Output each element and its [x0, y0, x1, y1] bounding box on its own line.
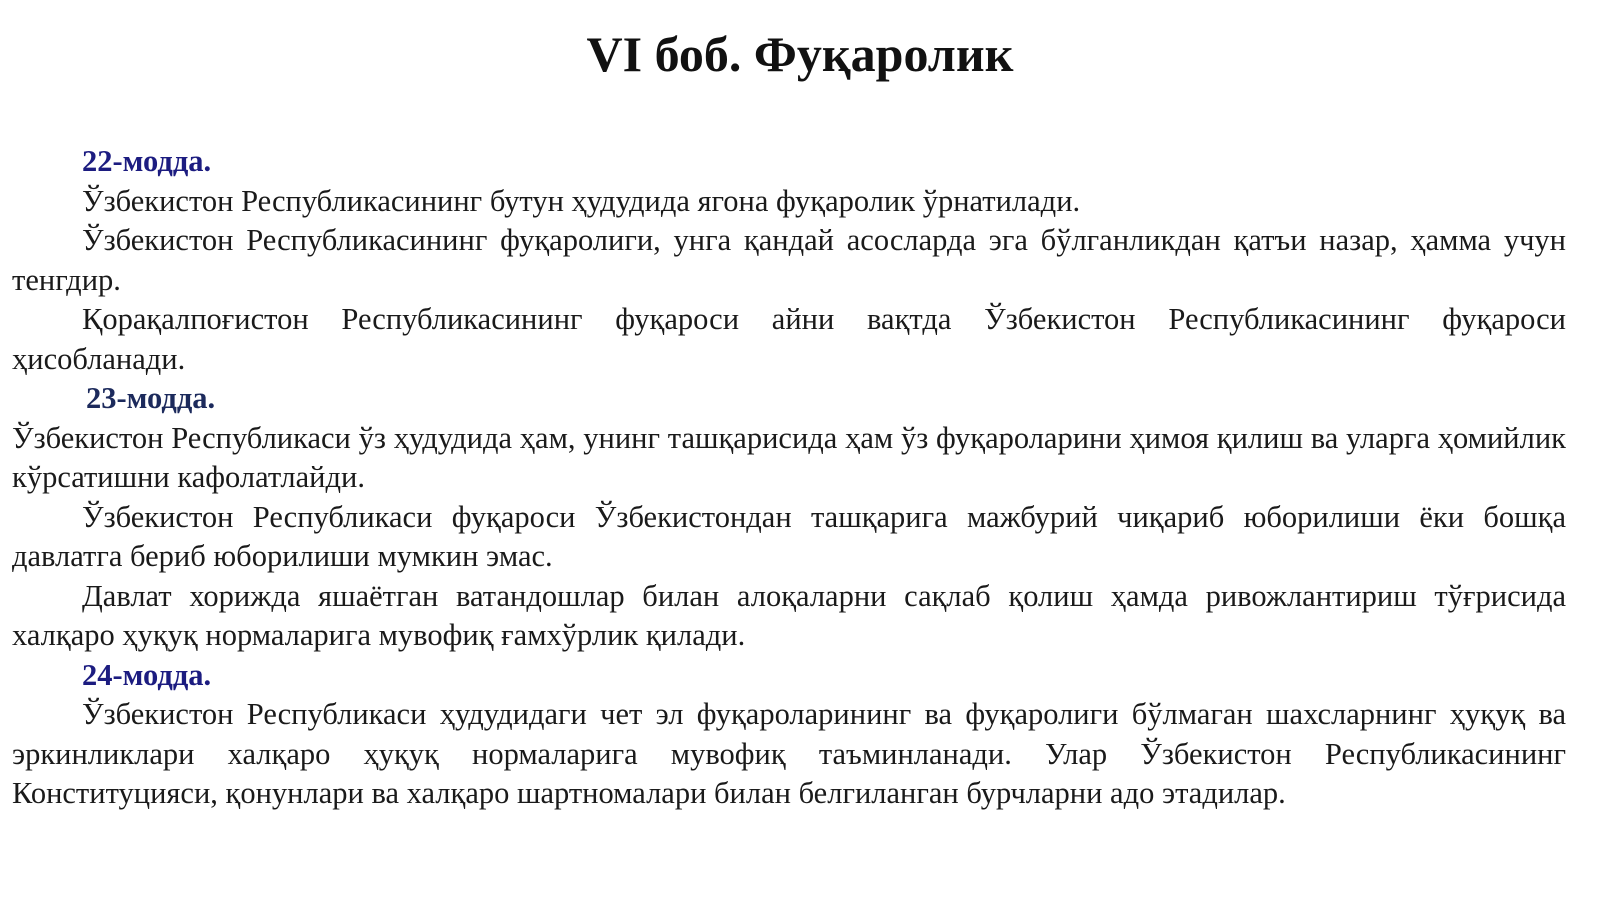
page-title: VI боб. Фуқаролик: [586, 26, 1014, 82]
article-paragraph: Ўзбекистон Республикасининг бутун ҳудудида ягона фуқаролик ўрнатилади.: [82, 183, 1081, 218]
article-paragraph: Давлат хорижда яшаётган ватандошлар билан алоқаларни сақлаб қолиш ҳамда ривожлантириш тўғрисида халқаро ҳуқуқ нормаларига мувофиқ ғамхўрлик қилади.: [12, 578, 1566, 652]
article-heading: 23-модда.: [86, 381, 216, 415]
article-heading: 22-модда.: [82, 144, 212, 178]
article-heading: 24-модда.: [82, 657, 212, 692]
document-body: [12, 142, 1566, 814]
article-paragraph: Ўзбекистон Республикаси ҳудудидаги чет эл фуқароларининг ва фуқаролиги бўлмаган шахсларнинг ҳуқуқ ва эркинликлари халқаро ҳуқуқ нормаларига мувофиқ таъминланади. Улар Ўзбекистон Республикасининг Конституцияси, қонунлари ва халқаро шартномалари билан белгиланган бурчларни адо этадилар.: [12, 697, 1566, 810]
article-paragraph: Ўзбекистон Республикасининг фуқаролиги, унга қандай асосларда эга бўлганликдан қатъи назар, ҳамма учун тенгдир.: [12, 223, 1566, 297]
article-23: [12, 379, 1566, 656]
article-paragraph: Ўзбекистон Республикаси ўз ҳудудида ҳам, унинг ташқарисида ҳам ўз фуқароларини ҳимоя қилиш ва уларга ҳомийлик кўрсатишни кафолатлайди.: [12, 420, 1566, 494]
article-paragraph: Ўзбекистон Республикаси фуқароси Ўзбекистондан ташқарига мажбурий чиқариб юборилиши ёки бошқа давлатга бериб юборилиши мумкин эмас.: [12, 499, 1566, 573]
article-24: [12, 656, 1566, 814]
article-22: [12, 142, 1566, 379]
article-paragraph: Қорақалпоғистон Республикасининг фуқароси айни вақтда Ўзбекистон Республикасининг фуқароси ҳисобланади.: [12, 302, 1566, 376]
